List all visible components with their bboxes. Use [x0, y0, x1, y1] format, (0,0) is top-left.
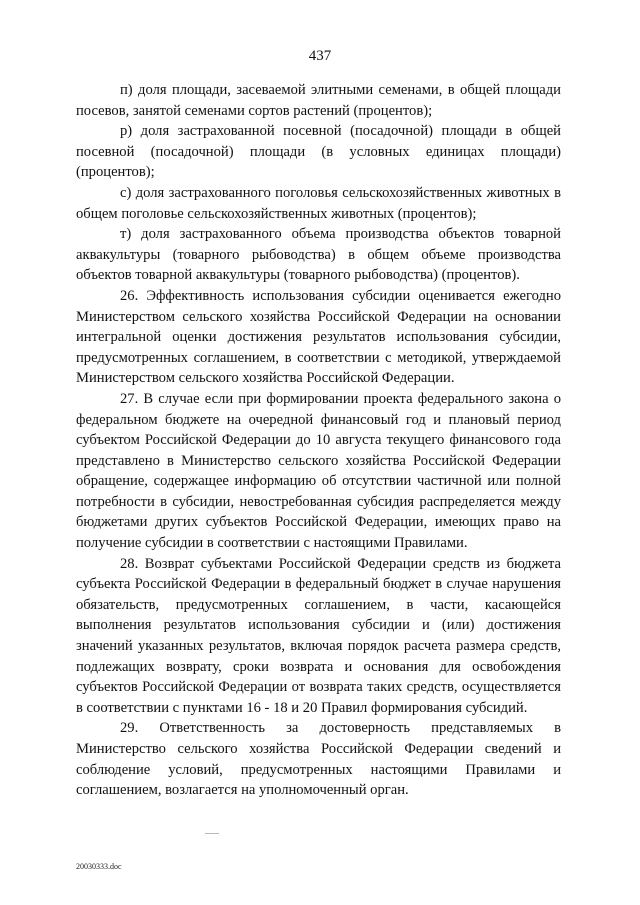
paragraph-t: т) доля застрахованного объема производства объектов товарной аквакультуры (товарного рыбоводства) в общем объеме производства объектов товарной аквакультуры (товарного рыбоводства) (процентов). [76, 226, 561, 284]
paragraph-28: 28. Возврат субъектами Российской Федерации средств из бюджета субъекта Российской Федерации в федеральный бюджет в случае нарушения обязательств, предусмотренных соглашением, в части, касающейся выполнения результатов использования субсидии и (или) достижения значений указанных результатов, включая порядок расчета размера средств, подлежащих возврату, сроки возврата и основания для освобождения субъектов Российской Федерации от возврата таких средств, осуществляется в соответствии с пунктами 16 - 18 и 20 Правил формирования субсидий. [76, 555, 561, 716]
paragraph-r: р) доля застрахованной посевной (посадочной) площади в общей посевной (посадочной) площади (в условных единицах площади) (процентов); [76, 123, 561, 181]
paragraph-29: 29. Ответственность за достоверность представляемых в Министерство сельского хозяйства Российской Федерации сведений и соблюдение условий, предусмотренных настоящими Правилами и соглашением, возлагается на уполномоченный орган. [76, 720, 561, 799]
paragraph-s: с) доля застрахованного поголовья сельскохозяйственных животных в общем поголовье сельскохозяйственных животных (процентов); [76, 184, 561, 222]
paragraph-27: 27. В случае если при формировании проекта федерального закона о федеральном бюджете на очередной финансовый год и плановый период субъектом Российской Федерации до 10 августа текущего финансового года представлено в Министерство сельского хозяйства Российской Федерации обращение, содержащее информацию об отсутствии частичной или полной потребности в субсидии, невостребованная субсидия распределяется между бюджетами других субъектов Российской Федерации, имеющих право на получение субсидии в соответствии с настоящими Правилами. [76, 390, 561, 552]
paragraph-p: п) доля площади, засеваемой элитными семенами, в общей площади посевов, занятой семенами сортов растений (процентов); [76, 82, 561, 119]
document-body [76, 80, 561, 801]
paragraph-26: 26. Эффективность использования субсидии оценивается ежегодно Министерством сельского хозяйства Российской Федерации на основании интегральной оценки достижения результатов использования субсидии, предусмотренных соглашением, в соответствии с методикой, утверждаемой Министерством сельского хозяйства Российской Федерации. [76, 287, 561, 387]
page-number: 437 [308, 48, 332, 64]
scan-speck [205, 833, 219, 834]
document-file-code: 20030333.doc [76, 862, 122, 871]
